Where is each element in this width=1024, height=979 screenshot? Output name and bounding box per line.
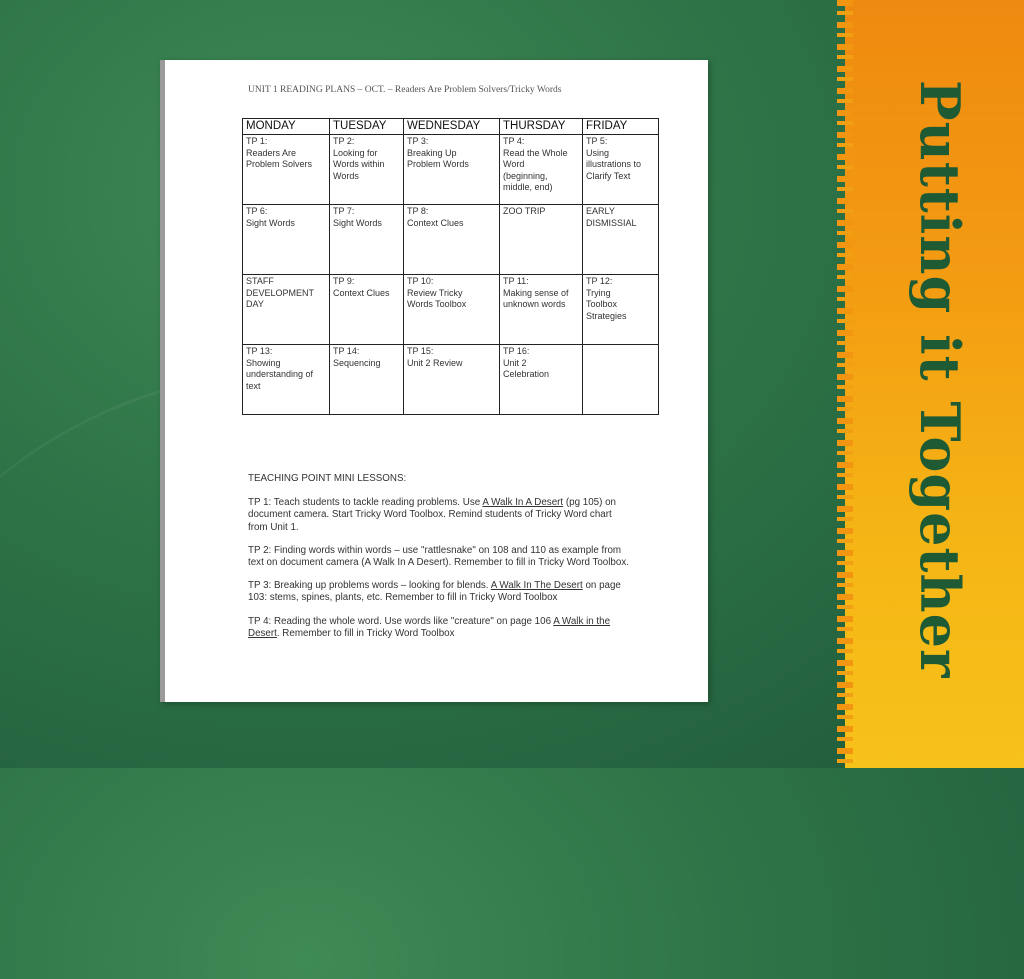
document-header: UNIT 1 READING PLANS – OCT. – Readers Are Problem Solvers/Tricky Words [248,85,562,95]
column-header-friday: FRIDAY [583,119,659,135]
table-row [243,135,659,205]
table-cell: TP 4: Read the Whole Word (beginning, middle, end) [500,135,583,205]
reading-plan-table [242,118,659,415]
teaching-point-notes [248,473,633,651]
table-cell: TP 11: Making sense of unknown words [500,275,583,345]
table-cell: TP 2: Looking for Words within Words [330,135,404,205]
table-cell: TP 16: Unit 2 Celebration [500,345,583,415]
table-row [243,345,659,415]
table-row [243,275,659,345]
table-cell: TP 1: Readers Are Problem Solvers [243,135,330,205]
book-title: A Walk In A Desert [482,497,564,509]
note-tp4: TP 4: Reading the whole word. Use words like "creature" on page 106 A Walk in the Desert. Remember to fill in Tricky Word Toolbox [248,615,611,639]
column-header-wednesday: WEDNESDAY [404,119,500,135]
table-cell [583,345,659,415]
table-cell: TP 6: Sight Words [243,205,330,275]
table-cell: TP 15: Unit 2 Review [404,345,500,415]
column-header-monday: MONDAY [243,119,330,135]
table-cell: STAFF DEVELOPMENT DAY [243,275,330,345]
table-cell: TP 9: Context Clues [330,275,404,345]
table-cell: TP 5: Using illustrations to Clarify Text [583,135,659,205]
table-cell: TP 8: Context Clues [404,205,500,275]
note-tp2: TP 2: Finding words within words – use "rattlesnake" on 108 and 110 as example from text on document camera (A Walk In A Desert). Remember to fill in Tricky Word Toolbox. [248,544,629,569]
note-tp3: TP 3: Breaking up problems words – looking for blends. A Walk In The Desert on page 103: stems, spines, plants, etc. Remember to fill in Tricky Word Toolbox [248,580,621,604]
table-cell: TP 14: Sequencing [330,345,404,415]
column-header-tuesday: TUESDAY [330,119,404,135]
table-cell: ZOO TRIP [500,205,583,275]
table-cell: EARLY DISMISSIAL [583,205,659,275]
slide-title: Putting it Together [908,80,972,679]
table-cell: TP 10: Review Tricky Words Toolbox [404,275,500,345]
note-tp1: TP 1: Teach students to tackle reading problems. Use A Walk In A Desert (pg 105) on document camera. Start Tricky Word Toolbox. Remind students of Tricky Word chart from Unit 1. [248,497,616,533]
table-cell: TP 12: Trying Toolbox Strategies [583,275,659,345]
table-cell: TP 13: Showing understanding of text [243,345,330,415]
notes-heading: TEACHING POINT MINI LESSONS: [248,473,407,484]
book-title: A Walk In The Desert [490,580,583,592]
table-cell: TP 3: Breaking Up Problem Words [404,135,500,205]
slide-title-container [865,80,1015,680]
table-row [243,205,659,275]
book-title: A Walk in the Desert [248,615,611,639]
column-header-thursday: THURSDAY [500,119,583,135]
document-image [160,60,708,702]
table-cell: TP 7: Sight Words [330,205,404,275]
table-header-row [243,119,659,135]
